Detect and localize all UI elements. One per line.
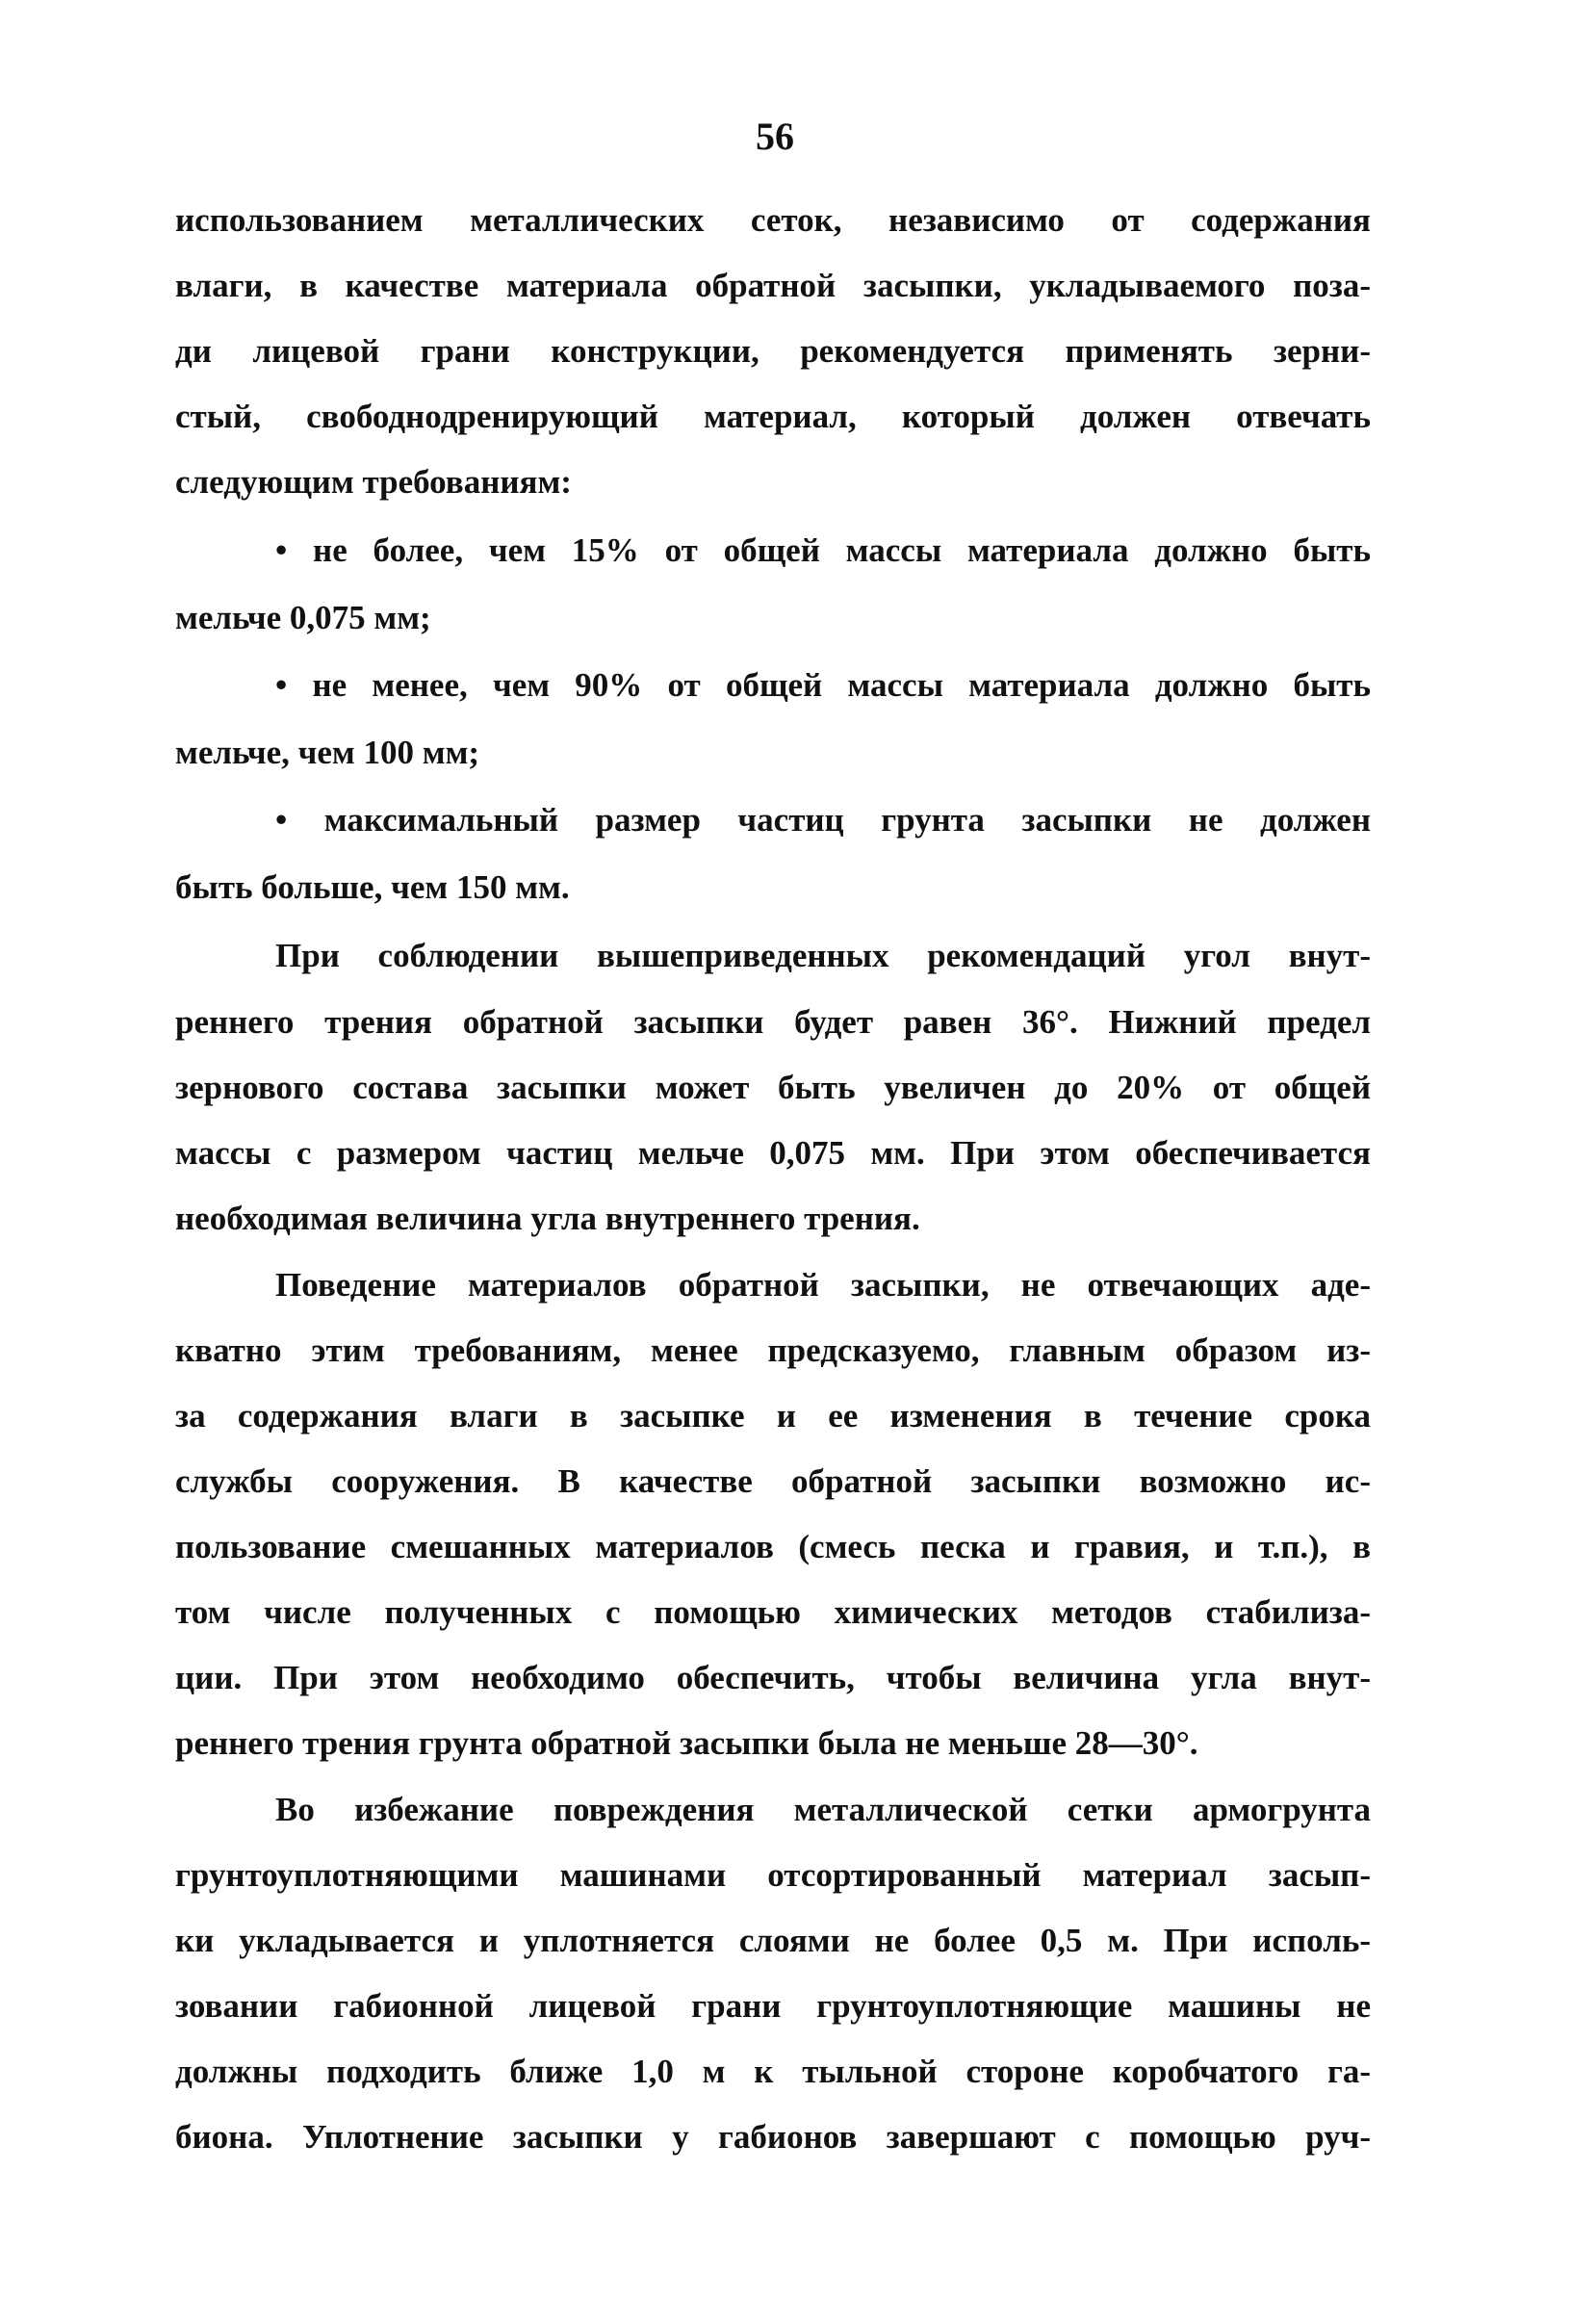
text-line: грунтоуплотняющими машинами отсортированный материал засып- — [175, 1856, 1371, 1894]
text-line: том числе полученных с помощью химических методов стабилиза- — [175, 1593, 1371, 1631]
text-line: необходимая величина угла внутреннего трения. — [175, 1200, 920, 1237]
text-line: службы сооружения. В качестве обратной засыпки возможно ис- — [175, 1462, 1371, 1500]
text-line: зернового состава засыпки может быть увеличен до 20% от общей — [175, 1069, 1371, 1106]
text-line: использованием металлических сеток, независимо от содержания — [175, 201, 1371, 239]
text-line: влаги, в качестве материала обратной засыпки, укладываемого поза- — [175, 267, 1371, 304]
text-line: реннего трения обратной засыпки будет равен 36°. Нижний предел — [175, 1003, 1371, 1041]
text-line: Во избежание повреждения металлической сетки армогрунта — [275, 1791, 1371, 1828]
text-line: ки укладывается и уплотняется слоями не более 0,5 м. При исполь- — [175, 1922, 1371, 1959]
text-line: При соблюдении вышеприведенных рекомендаций угол внут- — [275, 937, 1371, 974]
bullet-line: • не менее, чем 90% от общей массы материала должно быть — [275, 666, 1371, 704]
text-line: массы с размером частиц мельче 0,075 мм. При этом обеспечивается — [175, 1134, 1371, 1172]
text-line: мельче 0,075 мм; — [175, 599, 431, 636]
text-line: следующим требованиям: — [175, 463, 572, 501]
text-line: должны подходить ближе 1,0 м к тыльной стороне коробчатого га- — [175, 2053, 1371, 2090]
text-line: Поведение материалов обратной засыпки, не отвечающих аде- — [275, 1266, 1371, 1304]
bullet-line: • максимальный размер частиц грунта засыпки не должен — [275, 801, 1371, 839]
text-line: реннего трения грунта обратной засыпки была не меньше 28—30°. — [175, 1724, 1198, 1762]
bullet-line: • не более, чем 15% от общей массы материала должно быть — [275, 531, 1371, 569]
text-line: ции. При этом необходимо обеспечить, чтобы величина угла внут- — [175, 1659, 1371, 1696]
text-line: пользование смешанных материалов (смесь песка и гравия, и т.п.), в — [175, 1528, 1371, 1565]
text-line: мельче, чем 100 мм; — [175, 734, 480, 771]
text-line: биона. Уплотнение засыпки у габионов завершают с помощью руч- — [175, 2118, 1371, 2156]
text-line: стый, свободнодренирующий материал, который должен отвечать — [175, 398, 1371, 435]
text-line: кватно этим требованиям, менее предсказуемо, главным образом из- — [175, 1331, 1371, 1369]
text-line: ди лицевой грани конструкции, рекомендуется применять зерни- — [175, 332, 1371, 370]
text-line: быть больше, чем 150 мм. — [175, 868, 570, 906]
text-line: зовании габионной лицевой грани грунтоуплотняющие машины не — [175, 1987, 1371, 2025]
page-number: 56 — [756, 115, 794, 158]
text-line: за содержания влаги в засыпке и ее изменения в течение срока — [175, 1397, 1371, 1434]
